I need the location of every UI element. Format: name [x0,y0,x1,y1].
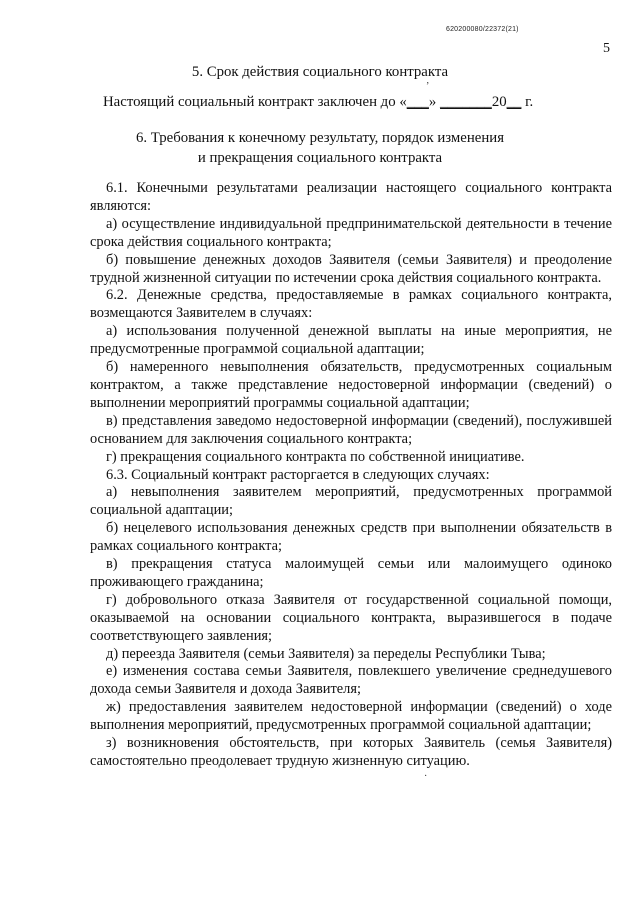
contract-year-blank: __ [506,94,522,110]
section-5-title: 5. Срок действия социального контракта [191,64,449,80]
clause-6-2-v: в) представления заведомо недостоверной информации (сведений), послужившей основанием для заключения социального контракта; [90,412,612,447]
clause-6-1-a: а) осуществление индивидуальной предпринимательской деятельности в течение срока действия социального контракта; [90,215,612,250]
document-code: 620200080/22372(21) [446,26,519,33]
section-6-title-line2: и прекращения социального контракта [197,150,443,166]
clause-6-3-g: г) добровольного отказа Заявителя от государственной социальной помощи, оказываемой на основании социального контракта, выразившегося в подаче соответствующего заявления; [90,591,612,644]
contract-month-blank: _______ [440,94,492,110]
contract-term-suffix: г. [521,94,534,110]
section-6-title-line1: 6. Требования к конечному результату, порядок изменения [135,130,504,146]
contract-day-blank: ___ [406,94,429,110]
contract-term-mid: » [428,94,441,110]
scan-speck: ’ [426,81,430,92]
clause-6-2-g: г) прекращения социального контракта по собственной инициативе. [106,448,525,465]
clause-6-1: 6.1. Конечными результатами реализации настоящего социального контракта являются: [90,180,612,214]
clause-6-2-b: б) намеренного невыполнения обязательств, предусмотренных социальным контрактом, а также представление недостоверной информации (сведений) о выполнении мероприятий программы социальной адаптации; [90,359,612,411]
clause-6-3-a: а) невыполнения заявителем мероприятий, предусмотренных программой социальной адаптации; [90,484,612,519]
clause-6-3-b: б) нецелевого использования денежных средств при выполнении обязательств в рамках социального контракта; [90,520,612,555]
clause-6-2-a: а) использования полученной денежной выплаты на иные мероприятия, не предусмотренные программой социальной адаптации; [90,323,612,358]
clause-6-3-e: е) изменения состава семьи Заявителя, повлекшего увеличение среднедушевого дохода семьи Заявителя и дохода Заявителя; [90,663,612,698]
clause-6-3: 6.3. Социальный контракт расторгается в следующих случаях: [106,466,490,483]
clause-6-2: 6.2. Денежные средства, предоставляемые в рамках социального контракта, возмещаются Заявителем в случаях: [90,287,612,322]
clause-6-3-v: в) прекращения статуса малоимущей семьи или малоимущего одиноко проживающего гражданина; [90,556,612,590]
clause-6-1-b: б) повышение денежных доходов Заявителя (семьи Заявителя) и преодоление трудной жизненной ситуации по истечении срока действия социального контракта. [90,251,612,286]
contract-term-line [103,94,533,111]
scan-speck: · [424,771,428,782]
section-6-body [90,180,612,771]
clause-6-3-z: з) возникновения обстоятельств, при которых Заявитель (семья Заявителя) самостоятельно преодолевает трудную жизненную ситуацию. [90,735,612,769]
clause-6-3-d: д) переезда Заявителя (семьи Заявителя) за переделы Республики Тыва; [106,645,546,662]
contract-term-prefix: Настоящий социальный контракт заключен до « [103,94,407,110]
clause-6-3-zh: ж) предоставления заявителем недостоверной информации (сведений) о ходе выполнения мероприятий, предусмотренных программой социальной адаптации; [90,699,612,734]
contract-year-prefix: 20 [491,94,507,110]
page-number: 5 [603,41,610,56]
